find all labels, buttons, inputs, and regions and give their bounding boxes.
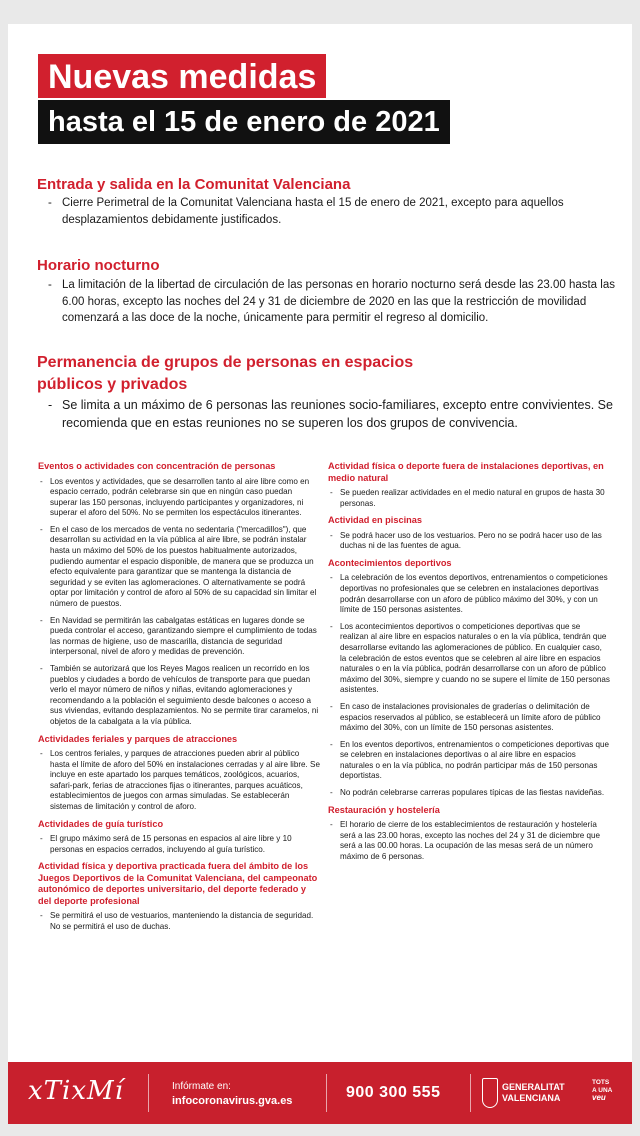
right-column <box>328 461 610 869</box>
measure-item: - Los eventos y actividades, que se desarrollen tanto al aire libre como en espacio cerrado, podrán celebrarse sin que en ningún caso puedan superar las 150 personas, incluyendo participantes y organizadores, ni superar el aforo del 50%. No se permiten los espectáculos itinerantes. <box>38 477 320 519</box>
measure-item: - En caso de instalaciones provisionales de graderías o delimitación de espacios reservados al público, se establecerá un límite aforo de público máximo del 30%, con un límite de 150 personas asistentes. <box>328 702 610 734</box>
measure-block <box>328 461 610 509</box>
phone-number[interactable]: 900 300 555 <box>346 1084 441 1101</box>
footer-divider <box>470 1074 471 1112</box>
measure-item: - En Navidad se permitirán las cabalgatas estáticas en lugares donde se pueda controlar el acceso, garantizando siempre el cumplimiento de todas las normas de higiene, uso de mascarilla, distancia de seguridad interpersonal, nivel de aforo y medidas de prevención. <box>38 616 320 658</box>
measure-heading: Eventos o actividades con concentración de personas <box>38 461 276 471</box>
measure-item: - En los eventos deportivos, entrenamientos o competiciones deportivas que se celebren en instalaciones deportivas o al aire libre en espacios naturales o en la vía pública, no podrán participar más de 150 personas deportistas. <box>328 740 610 782</box>
title-line-2: hasta el 15 de enero de 2021 <box>38 100 450 144</box>
measure-heading: Actividad física y deportiva practicada fuera del ámbito de los Juegos Deportivos de la Comunitat Valenciana, del campeonato autonómico de deportes universitario, del deporte federado y del deporte profesional <box>38 861 318 906</box>
title-line-1: Nuevas medidas <box>38 54 326 98</box>
measure-item: - La celebración de los eventos deportivos, entrenamientos o competiciones deportivas no profesionales que se celebren en instalaciones deportivas podrán desarrollarse con un aforo de público máximo del 30%, y con un límite de 150 personas asistentes. <box>328 573 610 615</box>
measure-item: - En el caso de los mercados de venta no sedentaria ("mercadillos"), que desarrollan su actividad en la vía pública al aire libre, se podrán instalar hasta un máximo del 50% de los puestos habitualmente autorizados, pudiendo aumentar el espacio disponible, de manera que se produzca un efecto equivalente para garantizar que se mantenga la distancia de seguridad y se eviten las aglomeraciones. O alternativamente se podrá optar por limitación y control de aforo al 50% de su capacidad sin limitar el número de puestos. <box>38 525 320 610</box>
measure-item: - No podrán celebrarse carreras populares típicas de las fiestas navideñas. <box>328 788 610 799</box>
measure-heading: Actividades de guía turístico <box>38 818 164 829</box>
measure-item: - Se pueden realizar actividades en el medio natural en grupos de hasta 30 personas. <box>328 488 610 509</box>
tots-line-1: TOTS <box>592 1079 610 1086</box>
section-text-entrada: - Cierre Perimetral de la Comunitat Valenciana hasta el 15 de enero de 2021, excepto para aquellos desplazamientos debidamente justificados. <box>48 195 620 228</box>
measure-heading: Actividad física o deporte fuera de instalaciones deportivas, en medio natural <box>328 461 604 483</box>
measure-heading: Restauración y hostelería <box>328 804 440 815</box>
measure-item: - El grupo máximo será de 15 personas en espacios al aire libre y 10 personas en espacios cerrados, incluyendo al guía turístico. <box>38 834 320 855</box>
section-text-entrada-body: Cierre Perimetral de la Comunitat Valenciana hasta el 15 de enero de 2021, excepto para aquellos desplazamientos debidamente justificados. <box>62 197 564 226</box>
generalitat-line-2: VALENCIANA <box>502 1093 561 1103</box>
section-heading-grupos: Permanencia de grupos de personas en espacios públicos y privados <box>37 354 414 393</box>
measure-item: - El horario de cierre de los establecimientos de restauración y hostelería será a las 23.00 horas, excepto las noches del 24 y 31 de diciembre que será a las 00.00 horas. La ocupación de las mesas será de un número máximo de 6 personas. <box>328 820 610 862</box>
generalitat-logo <box>502 1082 565 1104</box>
measure-block <box>38 819 320 856</box>
info-link[interactable]: infocoronavirus.gva.es <box>172 1095 293 1107</box>
measure-item: - Se permitirá el uso de vestuarios, manteniendo la distancia de seguridad. No se permitirá el uso de duchas. <box>38 911 320 932</box>
left-column <box>38 461 320 939</box>
measure-heading: Actividad en piscinas <box>328 515 422 526</box>
section-text-grupos: - Se limita a un máximo de 6 personas las reuniones socio-familiares, excepto entre convivientes. Se recomienda que en estas reuniones no se superen los dos grupos de convivencia. <box>48 396 620 432</box>
measure-heading: Acontecimientos deportivos <box>328 557 452 568</box>
measure-block <box>38 734 320 813</box>
footer-divider <box>148 1074 149 1112</box>
measure-item: - Los acontecimientos deportivos o competiciones deportivas que se realizan al aire libre en espacios naturales o en la vía pública, tendrán que desarrollarse evitando las aglomeraciones de público. En cualquier caso, la celebración de estos eventos que se celebren al aire libre en espacios naturales o en la vía pública, podrán desarrollarse con un aforo de público máximo del 30%, siempre y cuando no se supere el límite de 150 personas asistentes. <box>328 622 610 696</box>
generalitat-line-1: GENERALITAT <box>502 1082 565 1092</box>
measure-block <box>38 461 320 728</box>
measure-block <box>328 558 610 799</box>
measure-heading: Actividades feriales y parques de atracciones <box>38 733 238 744</box>
measure-block <box>38 861 320 932</box>
section-text-horario-body: La limitación de la libertad de circulación de las personas en horario nocturno será desde las 23.00 hasta las 6.00 horas, excepto las noches del 24 y 31 de diciembre de 2020 en las que la restricción de movilidad comenzará a las doce de la noche, únicamente para permitir el regreso al domicilio. <box>62 279 615 324</box>
tots-line-2: A UNA <box>592 1086 613 1094</box>
tots-line-3: veu <box>592 1093 606 1102</box>
measure-block <box>328 805 610 863</box>
measure-item: - Los centros feriales, y parques de atracciones pueden abrir al público hasta el límite de aforo del 50% en instalaciones cerradas y al aire libre. Se incluye en este apartado los parques temáticos, zoológicos, acuarios, safari-park, ferias de atracciones fijas o itinerantes, parques acuáticos, establecimientos de juegos con armas simuladas. Se establecerán sistemas de limitación y control de aforo. <box>38 749 320 813</box>
section-heading-entrada: Entrada y salida en la Comunitat Valenciana <box>37 176 351 193</box>
measure-item: - Se podrá hacer uso de los vestuarios. Pero no se podrá hacer uso de las duchas ni de las fuentes de agua. <box>328 531 610 552</box>
measure-block <box>328 515 610 552</box>
generalitat-crest-icon <box>482 1078 498 1108</box>
section-text-horario: - La limitación de la libertad de circulación de las personas en horario nocturno será desde las 23.00 hasta las 6.00 horas, excepto las noches del 24 y 31 de diciembre de 2020 en las que la restricción de movilidad comenzará a las doce de la noche, únicamente para permitir el regreso al domicilio. <box>48 277 620 327</box>
section-text-grupos-body: Se limita a un máximo de 6 personas las reuniones socio-familiares, excepto entre convivientes. Se recomienda que en estas reuniones no se superen los dos grupos de convivencia. <box>62 398 613 430</box>
campaign-logo: xTixMí <box>28 1076 124 1106</box>
measure-item: - También se autorizará que los Reyes Magos realicen un recorrido en los pueblos y ciudades a bordo de vehículos de transporte para que puedan verlo el mayor número de niños y niñas, evitando aglomeraciones y recomendando a la población el seguimiento desde balcones o acceso a sus viviendas, evitando desplazamientos. No se permite tirar caramelos, ni objetos de la cabalgata a la vía pública. <box>38 664 320 728</box>
poster <box>8 24 632 1124</box>
footer-divider <box>326 1074 327 1112</box>
info-label: Infórmate en: <box>172 1081 231 1092</box>
tots-a-una-veu-logo <box>592 1079 612 1102</box>
footer-bar <box>8 1062 632 1124</box>
section-heading-horario: Horario nocturno <box>37 257 160 274</box>
